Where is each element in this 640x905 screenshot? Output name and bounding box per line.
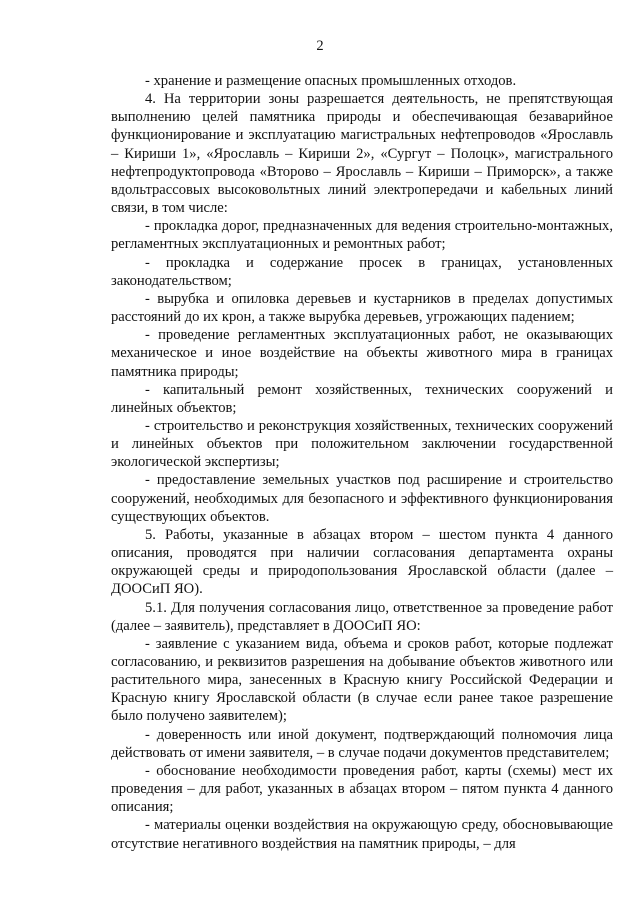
- list-item-construction: - строительство и реконструкция хозяйственных, технических сооружений и линейных объектов при положительном заключении государственной экологической экспертизы;: [111, 417, 613, 471]
- list-item-power-of-attorney: - доверенность или иной документ, подтверждающий полномочия лица действовать от имени заявителя, – в случае подачи документов представителем;: [111, 726, 613, 761]
- list-item-tree-felling: - вырубка и опиловка деревьев и кустарников в пределах допустимых расстояний до их крон, а также вырубка деревьев, угрожающих падением;: [111, 290, 613, 326]
- clause-4-permitted-activity: 4. На территории зоны разрешается деятельность, не препятствующая выполнению целей памятника природы и обеспечивающая безаварийное функционирование и эксплуатацию магистральных нефтепроводов «Ярославль – Кириши 1», «Ярославль – Кириши 2», «Сургут – Полоцк», магистрального нефтепродуктопровода «Второво – Ярославль – Кириши – Приморск», а также вдольтрассовых высоковольтных линий электропередачи и кабельных линий связи, в том числе:: [111, 91, 613, 217]
- page-number: 2: [316, 38, 324, 54]
- list-item-land-allocation: - предоставление земельных участков под расширение и строительство сооружений, необходимых для безопасного и эффективного функционирования существующих объектов.: [111, 472, 613, 525]
- list-item-maintenance-works: - проведение регламентных эксплуатационных работ, не оказывающих механическое и иное воздействие на объекты животного мира в границах памятника природы;: [111, 327, 613, 380]
- list-item-impact-assessment: - материалы оценки воздействия на окружающую среду, обосновывающие отсутствие негативного воздействия на памятник природы, – для: [111, 817, 613, 852]
- list-item-road-construction: - прокладка дорог, предназначенных для ведения строительно-монтажных, регламентных эксплуатационных и ремонтных работ;: [111, 218, 613, 253]
- list-item-capital-repair: - капитальный ремонт хозяйственных, технических сооружений и линейных объектов;: [111, 381, 613, 416]
- list-item-clearings: - прокладка и содержание просек в границах, установленных законодательством;: [111, 254, 613, 289]
- list-item-hazardous-waste: - хранение и размещение опасных промышленных отходов.: [145, 73, 517, 89]
- list-item-justification: - обоснование необходимости проведения работ, карты (схемы) мест их проведения – для работ, указанных в абзацах втором – пятом пункта 4 данного описания;: [111, 762, 613, 816]
- clause-5-1-documents: 5.1. Для получения согласования лицо, ответственное за проведение работ (далее – заявитель), представляет в ДООСиП ЯО:: [111, 599, 613, 634]
- body-text: [111, 72, 613, 853]
- list-item-application: - заявление с указанием вида, объема и сроков работ, которые подлежат согласованию, и реквизитов разрешения на добывание объектов животного или растительного мира, занесенных в Красную книгу Российской Федерации и Красную книгу Ярославской области (в случае если ранее такое разрешение было получено заявителем);: [111, 635, 613, 725]
- clause-5-approval: 5. Работы, указанные в абзацах втором – шестом пункта 4 данного описания, проводятся при наличии согласования департамента охраны окружающей среды и природопользования Ярославской области (далее – ДООСиП ЯО).: [111, 526, 613, 598]
